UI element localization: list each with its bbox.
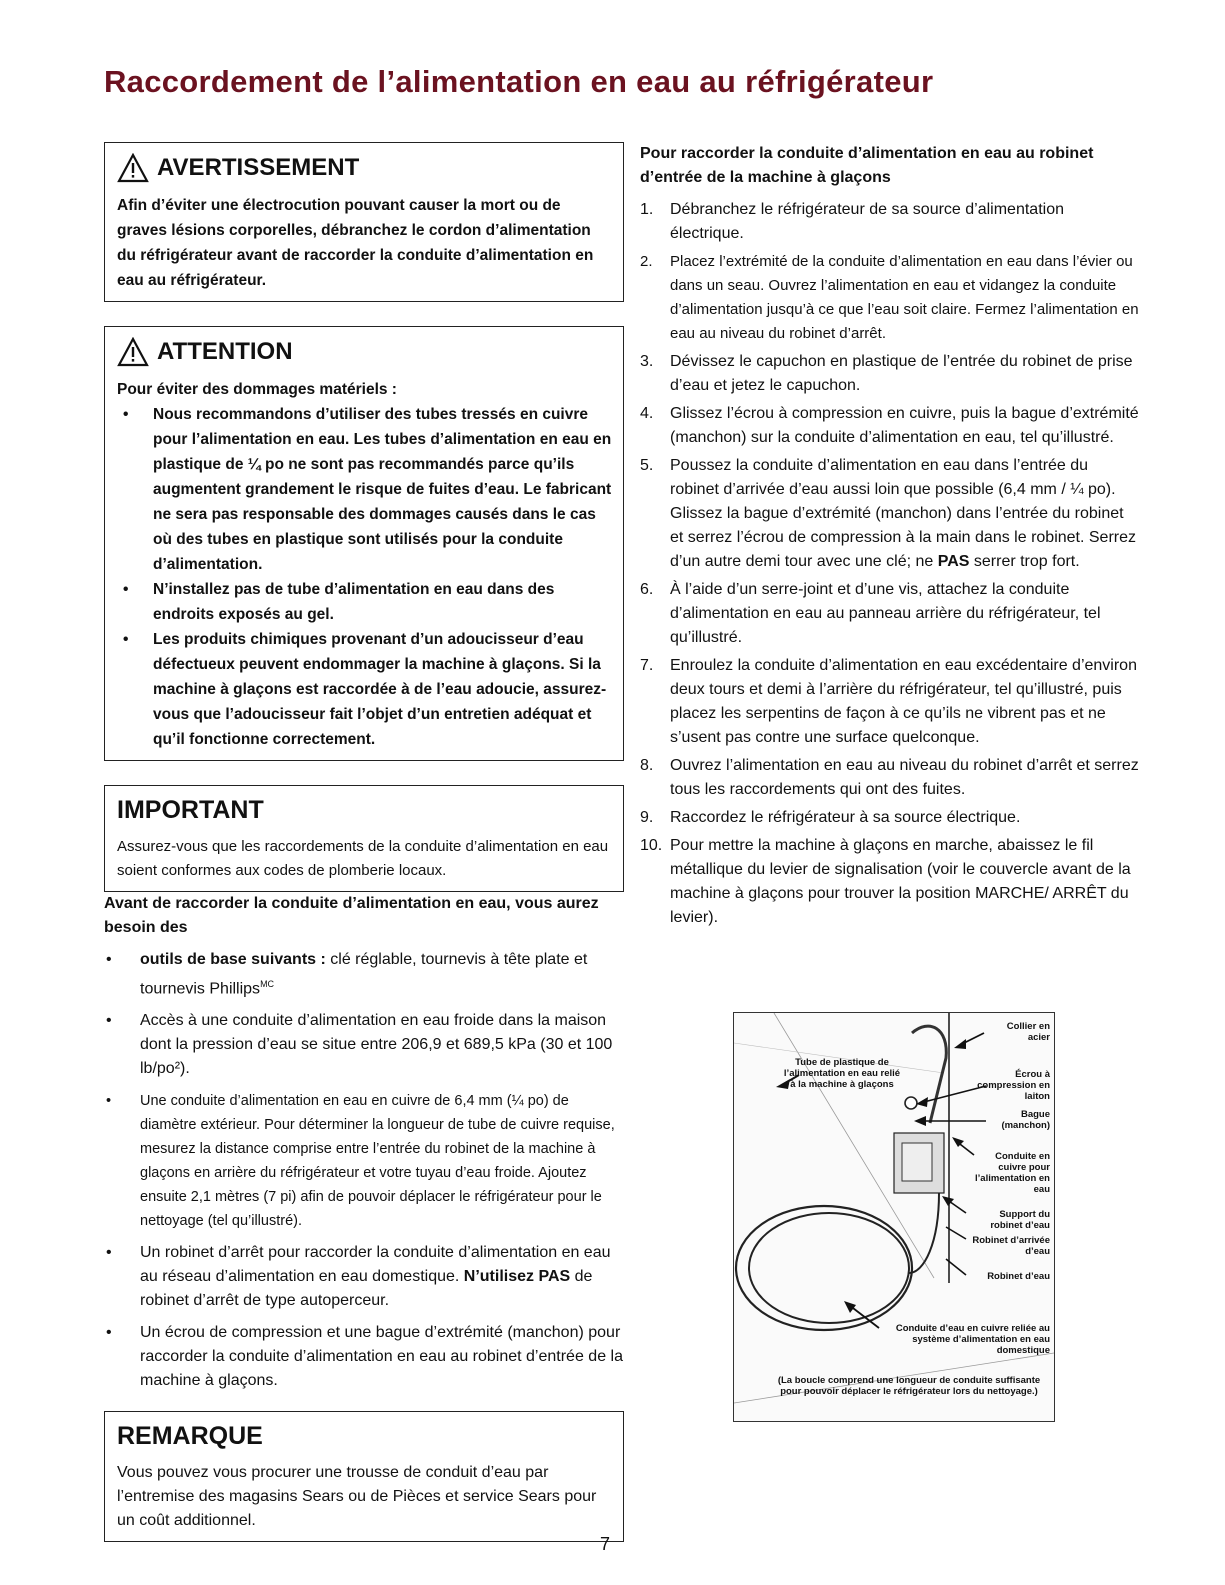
needs-item4-text: Un robinet d’arrêt pour raccorder la conduite d’alimentation en eau au réseau d’alimentation en eau domestique. (140, 1244, 611, 1286)
needs-item4-bold: N’utilisez PAS (463, 1268, 571, 1286)
remarque-text: Vous pouvez vous procurer une trousse de conduit d’eau par l’entremise des magasins Sears ou de Pièces et service Sears pour un coût additionnel. (117, 1464, 597, 1530)
step-number: 2. (640, 253, 653, 270)
warning-heading-row (117, 153, 613, 183)
needs-item: • Une conduite d’alimentation en eau en cuivre de 6,4 mm (¼ po) de diamètre extérieur. Pour déterminer la longueur de tube de cuivre requise, mesurez la distance comprise entre l’entrée du robinet de la machine à glaçons en arrière du réfrigérateur et votre tuyau d’eau froide. Ajoutez ensuite 2,1 mètres (7 pi) afin de pouvoir déplacer le réfrigérateur pour le nettoyage (tel qu’illustré). (104, 1089, 624, 1233)
attention-heading: ATTENTION (157, 338, 293, 365)
needs-item (104, 948, 624, 1001)
step-text-a: Poussez la conduite d’alimentation en eau dans l’entrée du robinet d’arrivée d’eau aussi loin que possible (6,4 mm / ¼ po). Glissez la bague d’extrémité (manchon) dans l’entrée du robinet et serrez l’écrou de compression à la main dans le robinet. Serrez d’un autre demi tour avec une clé; ne (670, 457, 1136, 570)
attention-heading-row (117, 337, 613, 367)
needs-item: • Accès à une conduite d’alimentation en eau froide dans la maison dont la pression d’eau se situe entre 206,9 et 689,5 kPa (30 et 100 lb/po²). (104, 1009, 624, 1081)
water-connection-diagram (733, 1012, 1055, 1422)
attention-item: • N’installez pas de tube d’alimentation en eau dans des endroits exposés au gel. (117, 577, 613, 627)
needs-item: • Un écrou de compression et une bague d’extrémité (manchon) pour raccorder la conduite d’alimentation en eau au robinet d’entrée de la machine à glaçons. (104, 1321, 624, 1393)
step-item (640, 250, 1140, 346)
label-bague: Bague (manchon) (1001, 1109, 1050, 1131)
step-text: Débranchez le réfrigérateur de sa source d’alimentation électrique. (670, 201, 1064, 242)
attention-item: • Les produits chimiques provenant d’un adoucisseur d’eau défectueux peuvent endommager la machine à glaçons. Si la machine à glaçons est raccordée à de l’eau adoucie, assurez-vous que l’adoucisseur fait l’objet d’un entretien adéquat et qu’il fonctionne correctement. (117, 627, 613, 752)
step-number: 7. (640, 657, 654, 674)
page-title: Raccordement de l’alimentation en eau au réfrigérateur (104, 64, 934, 99)
remarque-heading: REMARQUE (117, 1422, 263, 1451)
label-boucle: (La boucle comprend une longueur de conduite suffisante pour pouvoir déplacer le réfrigérateur lors du nettoyage.) (777, 1375, 1041, 1397)
step-number: 10. (640, 837, 663, 854)
remarque-box (104, 1411, 624, 1542)
step-number: 9. (640, 809, 654, 826)
step-item (640, 402, 1140, 450)
label-support: Support du robinet d’eau (990, 1209, 1050, 1231)
needs-item4-tail: de robinet d’arrêt de type autoperceur. (140, 1268, 593, 1310)
step-item (640, 834, 1140, 930)
attention-intro: Pour éviter des dommages matériels : (117, 381, 397, 398)
step-text: Glissez l’écrou à compression en cuivre, puis la bague d’extrémité (manchon) sur la conduite d’alimentation en eau, tel qu’illustré. (670, 405, 1139, 446)
warning-text: Afin d’éviter une électrocution pouvant causer la mort ou de graves lésions corporelles, débranchez le cordon d’alimentation du réfrigérateur avant de raccorder la conduite d’alimentation en eau au réfrigérateur. (117, 197, 594, 289)
warning-triangle-icon (117, 153, 149, 183)
label-collier: Collier en acier (1006, 1021, 1050, 1043)
needs-item1-text: clé réglable, tournevis à tête plate et tournevis Phillips (140, 951, 588, 998)
step-text: Enroulez la conduite d’alimentation en eau excédentaire d’environ deux tours et demi à l’arrière du réfrigérateur, tel qu’illustré, puis placez les serpentins de façon à ce qu’ils ne vibrent pas et ne s’usent pas contre une surface quelconque. (670, 657, 1137, 746)
step-number: 8. (640, 757, 654, 774)
step-item (640, 654, 1140, 750)
caution-triangle-icon (117, 337, 149, 367)
step-number: 3. (640, 353, 654, 370)
step-item (640, 578, 1140, 650)
step-text: Ouvrez l’alimentation en eau au niveau du robinet d’arrêt et serrez tous les raccordements qui ont des fuites. (670, 757, 1139, 798)
important-text: Assurez-vous que les raccordements de la conduite d’alimentation en eau soient conformes aux codes de plomberie locaux. (117, 838, 609, 879)
needs-item1-sup: MC (260, 979, 275, 989)
label-conduite-cuivre: Conduite en cuivre pour l’alimentation en eau (975, 1151, 1050, 1195)
needs-heading: Avant de raccorder la conduite d’alimentation en eau, vous aurez besoin des (104, 895, 599, 936)
needs-item (104, 1241, 624, 1313)
procedure-steps (640, 198, 1140, 930)
step-item (640, 454, 1140, 574)
step-text: Dévissez le capuchon en plastique de l’entrée du robinet de prise d’eau et jetez le capuchon. (670, 353, 1133, 394)
step-item (640, 350, 1140, 398)
attention-list (117, 402, 613, 752)
label-ecrou: Écrou à compression en laiton (977, 1069, 1050, 1102)
step-text: Pour mettre la machine à glaçons en marche, abaissez le fil métallique du levier de signalisation (voir le couvercle avant de la machine à glaçons pour trouver la position MARCHE/ ARRÊT du levier). (670, 837, 1131, 926)
step-text: Raccordez le réfrigérateur à sa source électrique. (670, 809, 1021, 826)
left-column (104, 142, 624, 1542)
warning-heading: AVERTISSEMENT (157, 154, 360, 181)
important-box (104, 785, 624, 892)
step-number: 6. (640, 581, 654, 598)
step-item (640, 754, 1140, 802)
attention-item: • Nous recommandons d’utiliser des tubes tressés en cuivre pour l’alimentation en eau. Les tubes d’alimentation en eau en plastique de ¼ po ne sont pas recommandés parce qu’ils augmentent grandement le risque de fuites d’eau. Le fabricant ne sera pas responsable des dommages causés dans le cas où des tubes en plastique sont utilisés pour la conduite d’alimentation. (117, 402, 613, 577)
needs-item1-bold: outils de base suivants : (140, 951, 326, 968)
step-number: 1. (640, 201, 654, 218)
warning-box (104, 142, 624, 302)
needs-list (104, 948, 624, 1393)
label-robinet-arrivee: Robinet d’arrivée d’eau (972, 1235, 1050, 1257)
procedure-heading: Pour raccorder la conduite d’alimentation en eau au robinet d’entrée de la machine à glaçons (640, 145, 1094, 186)
attention-box (104, 326, 624, 761)
page-number: 7 (600, 1534, 611, 1554)
step-item (640, 198, 1140, 246)
step-text-b: serrer trop fort. (969, 553, 1080, 570)
step-text: À l’aide d’un serre-joint et d’une vis, attachez la conduite d’alimentation en eau au panneau arrière du réfrigérateur, tel qu’illustré. (670, 581, 1101, 646)
step-item (640, 806, 1140, 830)
label-tube-plastique: Tube de plastique de l’alimentation en eau relié à la machine à glaçons (783, 1057, 901, 1090)
step-number: 4. (640, 405, 654, 422)
step-bold: PAS (937, 553, 970, 570)
step-number: 5. (640, 457, 654, 474)
important-heading: IMPORTANT (117, 796, 264, 824)
label-robinet: Robinet d’eau (987, 1271, 1050, 1282)
step-text: Placez l’extrémité de la conduite d’alimentation en eau dans l’évier ou dans un seau. Ouvrez l’alimentation en eau et vidangez la conduite d’alimentation jusqu’à ce que l’eau soit claire. Fermez l’alimentation en eau au niveau du robinet d’arrêt. (670, 253, 1139, 342)
label-conduite-domestique: Conduite d’eau en cuivre reliée au système d’alimentation en eau domestique (895, 1323, 1050, 1356)
right-column (640, 142, 1140, 934)
